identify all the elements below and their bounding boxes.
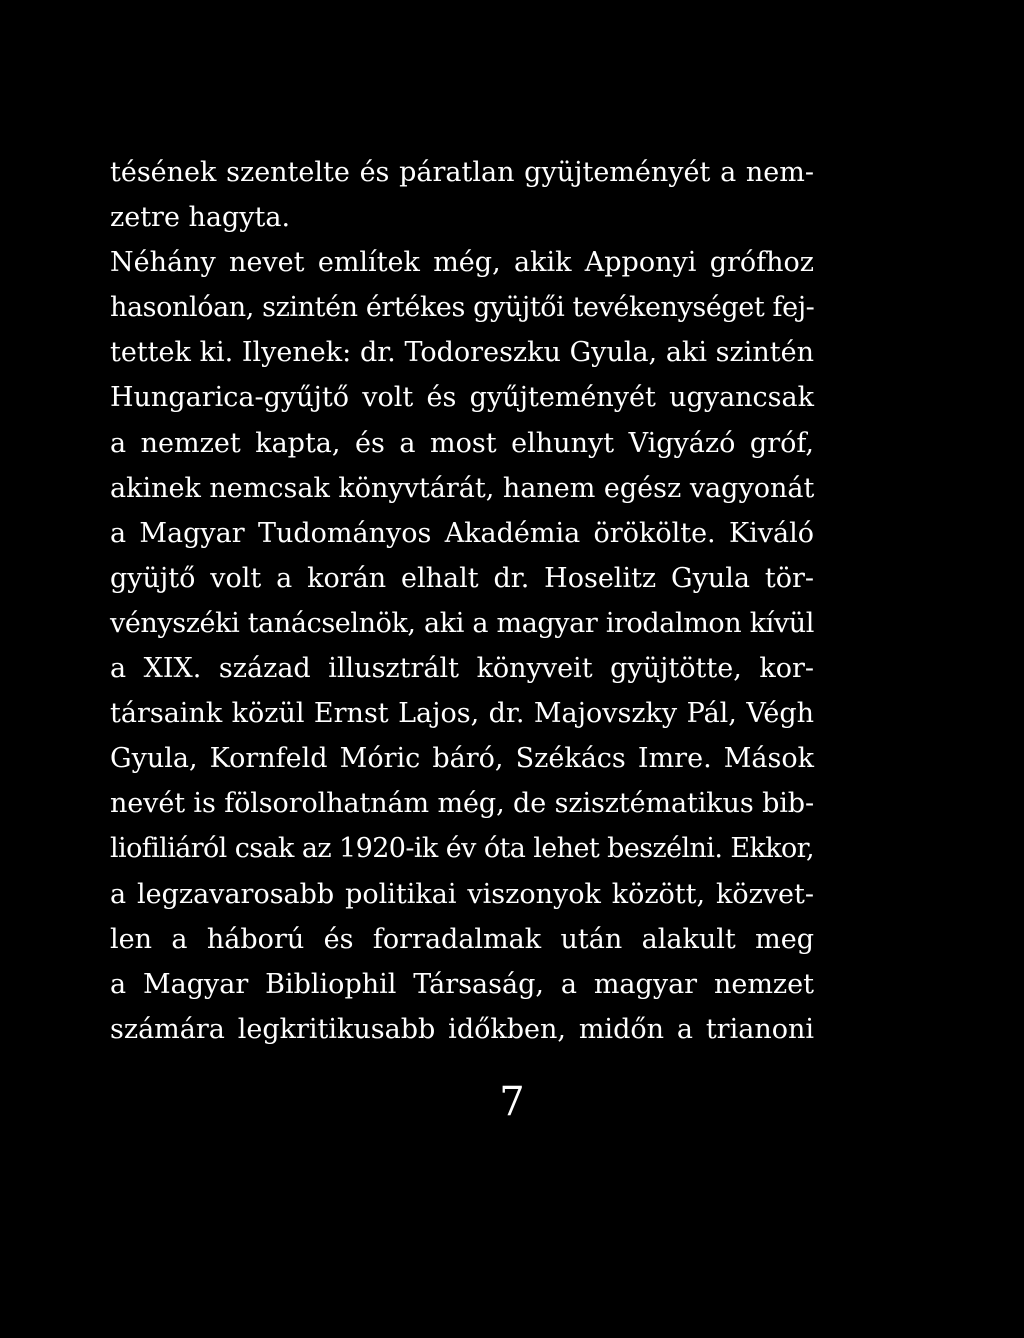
text-line: vényszéki tanácselnök, aki a magyar irodalmon kívül — [110, 607, 814, 639]
text-line: zetre hagyta. — [110, 202, 291, 234]
text-line: a Magyar Tudományos Akadémia örökölte. Kiváló — [110, 517, 814, 549]
text-line: Hungarica-gyűjtő volt és gyűjteményét ugyancsak — [110, 382, 814, 414]
text-line: Gyula, Kornfeld Móric báró, Székács Imre. Mások — [110, 743, 814, 775]
text-line: len a háború és forradalmak után alakult meg — [110, 923, 814, 955]
text-line: számára legkritikusabb időkben, midőn a trianoni — [110, 1013, 814, 1045]
text-line: Néhány nevet említek még, akik Apponyi grófhoz — [110, 247, 814, 279]
text-line: liofiliáról csak az 1920-ik év óta lehet beszélni. Ekkor, — [110, 833, 814, 865]
text-line: tettek ki. Ilyenek: dr. Todoreszku Gyula, aki szintén — [110, 337, 814, 369]
text-line: a nemzet kapta, és a most elhunyt Vigyázó gróf, — [110, 427, 814, 459]
text-line: hasonlóan, szintén értékes gyüjtői tevékenységet fej- — [110, 292, 815, 324]
text-line: nevét is fölsorolhatnám még, de szisztématikus bib- — [110, 788, 815, 820]
text-line: a XIX. század illusztrált könyveit gyüjtötte, kor- — [110, 653, 814, 685]
text-line: gyüjtő volt a korán elhalt dr. Hoselitz Gyula tör- — [110, 562, 814, 594]
text-line: a legzavarosabb politikai viszonyok között, közvet- — [110, 878, 814, 910]
text-line: akinek nemcsak könyvtárát, hanem egész vagyonát — [110, 472, 815, 504]
body-text — [110, 150, 814, 1052]
page-number: 7 — [499, 1079, 525, 1125]
text-line: társaink közül Ernst Lajos, dr. Majovszky Pál, Végh — [110, 698, 814, 730]
text-line: a Magyar Bibliophil Társaság, a magyar nemzet — [110, 968, 814, 1000]
text-line: tésének szentelte és páratlan gyüjteményét a nem- — [110, 157, 814, 188]
